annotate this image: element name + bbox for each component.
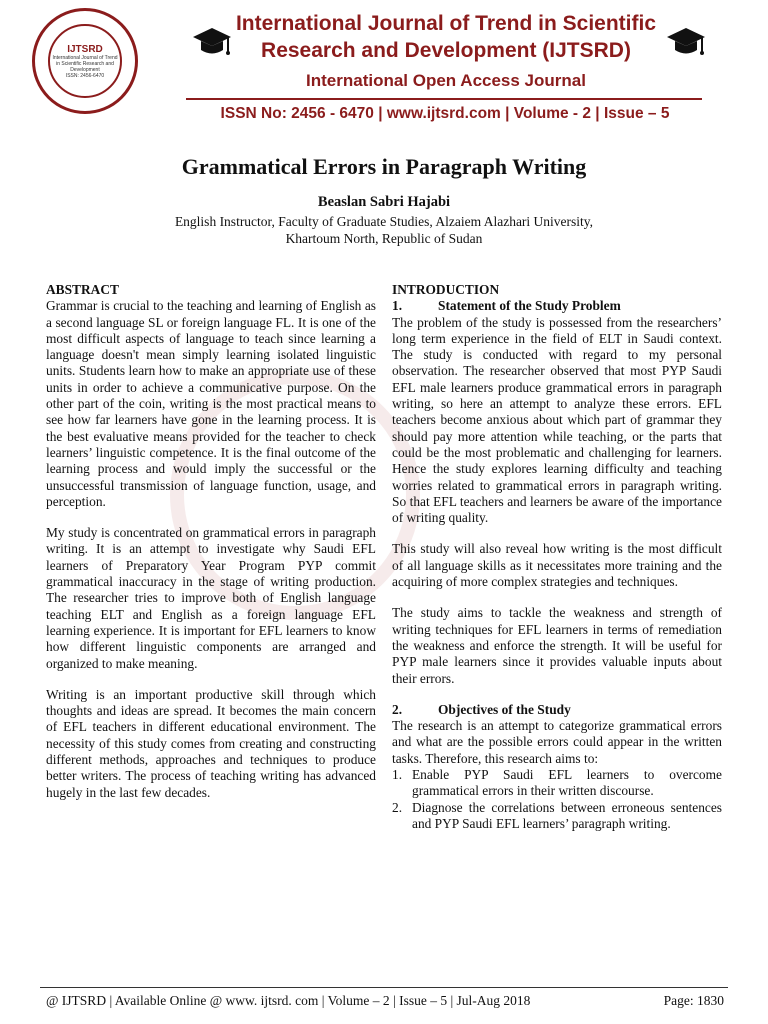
logo-issn: ISSN: 2456-6470 <box>65 72 105 79</box>
list-text: Enable PYP Saudi EFL learners to overcome grammatical errors in their written discourse. <box>412 767 722 799</box>
issn-line: ISSN No: 2456 - 6470 | www.ijtsrd.com | Volume - 2 | Issue – 5 <box>220 105 670 122</box>
section-title: Objectives of the Study <box>438 701 571 717</box>
intro-paragraph-3: The study aims to tackle the weakness and strength of writing techniques for EFL learners in terms of remediation the weakness and enforce the strength. It will be useful for PYP male learners since it provides valuable inputs about their errors. <box>392 605 722 686</box>
abstract-paragraph-1: Grammar is crucial to the teaching and learning of English as a second language SL or foreign language FL. It is one of the most difficult aspects of language to teach since learning a language doesn't mean simply learning isolated linguistic units. Students learn how to make an appropriate use of these units in order to achieve a communicative purpose. On the other part of the coin, writing is the most practical means to see how far learners have gone in the learning process. It is the best evaluative means provided for the teacher to check learners’ linguistic competence. It is the final outcome of the learning process and would imply the successful or the unsuccessful transmission of language function, usage, and perception. <box>46 298 376 509</box>
graduation-cap-icon <box>666 26 706 60</box>
affiliation-line2: Khartoum North, Republic of Sudan <box>285 231 483 246</box>
journal-title-line2: Research and Development (IJTSRD) <box>261 39 631 62</box>
left-column <box>46 282 376 816</box>
footer-info: @ IJTSRD | Available Online @ www. ijtsrd. com | Volume – 2 | Issue – 5 | Jul-Aug 2018 <box>46 993 531 1008</box>
abstract-heading: ABSTRACT <box>46 282 119 297</box>
paper-title: Grammatical Errors in Paragraph Writing <box>181 154 587 179</box>
section-title: Statement of the Study Problem <box>438 298 621 314</box>
author-affiliation <box>60 213 708 247</box>
abstract-paragraph-2: My study is concentrated on grammatical errors in paragraph writing. It is an attempt to investigate why Saudi EFL learners of Preparatory Year Program PYP commit grammatical inaccuracy in the stage of writing production. The researcher tries to improve both of English language teaching ELT and English as a foreign language EFL learning experience. It is important for EFL learners to know how different linguistic components are arranged and organized to make meaning. <box>46 525 376 671</box>
abstract-paragraph-3: Writing is an important productive skill through which thoughts and ideas are spread. It becomes the main concern of EFL teachers in different educational environment. The necessity of this study comes from creating and constructing different methods, approaches and techniques to produce better writers. The process of teaching writing has advanced hugely in the last few decades. <box>46 686 376 800</box>
graduation-cap-icon <box>192 26 232 60</box>
list-number: 2. <box>392 799 403 815</box>
introduction-heading: INTRODUCTION <box>392 282 500 297</box>
author-name: Beaslan Sabri Hajabi <box>317 194 451 210</box>
objectives-list <box>392 767 722 832</box>
section-number: 1. <box>392 298 403 314</box>
intro-paragraph-2: This study will also reveal how writing is the most difficult of all language skills as it necessitates more training and the acquiring of more complex strategies and techniques. <box>392 541 722 590</box>
logo-abbrev: IJTSRD <box>67 43 103 55</box>
list-item <box>392 767 722 800</box>
journal-logo <box>32 8 138 114</box>
logo-name: International Journal of Trend in Scientific Research and Development <box>52 54 118 73</box>
journal-title-line1: International Journal of Trend in Scientific <box>235 12 657 35</box>
logo-seal <box>48 24 122 98</box>
right-column <box>392 282 722 832</box>
page-number: Page: 1830 <box>663 993 724 1008</box>
intro-paragraph-1: The problem of the study is possessed from the researchers’ long term experience in the field of ELT in Saudi context. The study is conducted with regard to my personal observation. The researcher observed that most PYP Saudi EFL male learners produce grammatical errors in paragraph writing, so here an attempt to analyze these errors. EFL teachers become anxious about which part of grammar they should pay more attention while teaching, or the parts that could be the most problematic and challenging for learners. Hence the study explores learning difficulty and teaching worries related to grammatical errors in paragraph writing. So that EFL teachers and learners be aware of the importance of writing quality. <box>392 314 722 526</box>
footer-divider <box>40 987 728 988</box>
section-heading-1 <box>392 298 722 314</box>
list-number: 1. <box>392 767 403 783</box>
section-number: 2. <box>392 701 403 717</box>
page-footer <box>46 993 724 1009</box>
header-divider <box>186 98 702 100</box>
affiliation-line1: English Instructor, Faculty of Graduate Studies, Alzaiem Alazhari University, <box>174 214 594 229</box>
list-text: Diagnose the correlations between erroneous sentences and PYP Saudi EFL learners’ paragraph writing. <box>412 799 722 831</box>
section-heading-2 <box>392 702 722 718</box>
list-item <box>392 800 722 833</box>
objectives-paragraph: The research is an attempt to categorize grammatical errors and what are the possible errors could appear in the written tasks. Therefore, this research aims to: <box>392 718 722 766</box>
journal-subtitle: International Open Access Journal <box>306 71 586 90</box>
